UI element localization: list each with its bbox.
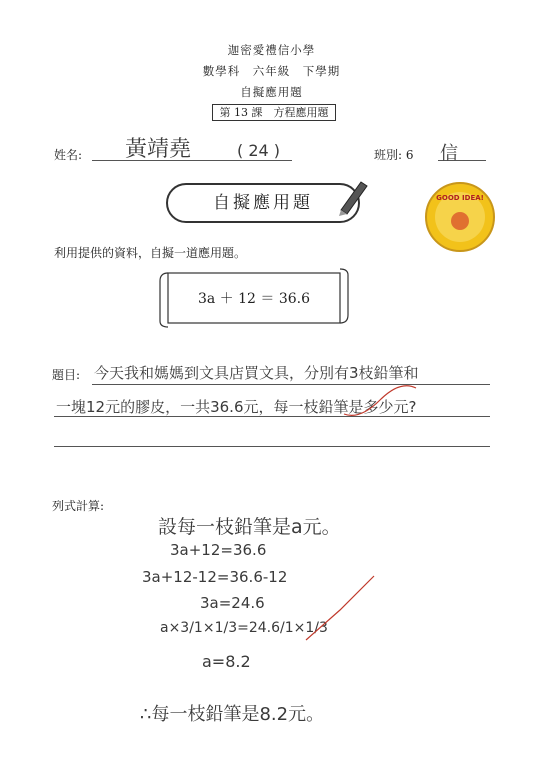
student-number: ( 24 ): [237, 141, 281, 160]
lesson-box: 第 13 課 方程應用題: [212, 104, 336, 121]
badge-text: GOOD IDEA!: [436, 194, 484, 202]
subject-title: 自擬應用題: [240, 85, 303, 99]
number-line: [232, 160, 292, 161]
equation: 3a ＋ 12 ＝ 36.6: [197, 291, 311, 307]
teacher-check-mark: [300, 570, 380, 650]
pencil-icon: [335, 176, 369, 216]
instruction: 利用提供的資料，自擬一道應用題。: [54, 246, 247, 260]
working-line-7: ∴每一枝鉛筆是8.2元。: [140, 704, 325, 725]
working-line-5: a×3/1×1/3=24.6/1×1/3: [160, 620, 328, 636]
question-label: 題目:: [52, 368, 81, 382]
title-banner: 自擬應用題: [166, 183, 360, 223]
working-line-1: 設每一枝鉛筆是a元。: [158, 516, 341, 538]
working-line-2: 3a+12=36.6: [170, 541, 267, 559]
working-line-6: a=8.2: [202, 652, 251, 671]
grade-line: 數學科 六年級 下學期: [202, 64, 341, 78]
owl-mascot-icon: [451, 212, 469, 230]
working-line-3: 3a+12-12=36.6-12: [142, 568, 288, 586]
good-idea-badge: [425, 182, 495, 252]
name-value: 黃靖堯: [125, 137, 192, 162]
class-label: 班別: 6: [374, 148, 414, 162]
class-value: 信: [440, 143, 458, 164]
school-name: 迦密愛禮信小學: [227, 43, 316, 57]
working-label: 列式計算:: [52, 499, 105, 513]
question-line-3: [54, 446, 490, 447]
name-label: 姓名:: [54, 148, 83, 162]
question-text-2: 一塊12元的膠皮，一共36.6元，每一枝鉛筆是多少元?: [56, 398, 417, 416]
question-line-1: [92, 384, 490, 385]
teacher-tick-mark: [340, 384, 420, 424]
working-line-4: 3a=24.6: [200, 594, 265, 612]
question-text-1: 今天我和媽媽到文具店買文具，分別有3枝鉛筆和: [94, 364, 419, 382]
